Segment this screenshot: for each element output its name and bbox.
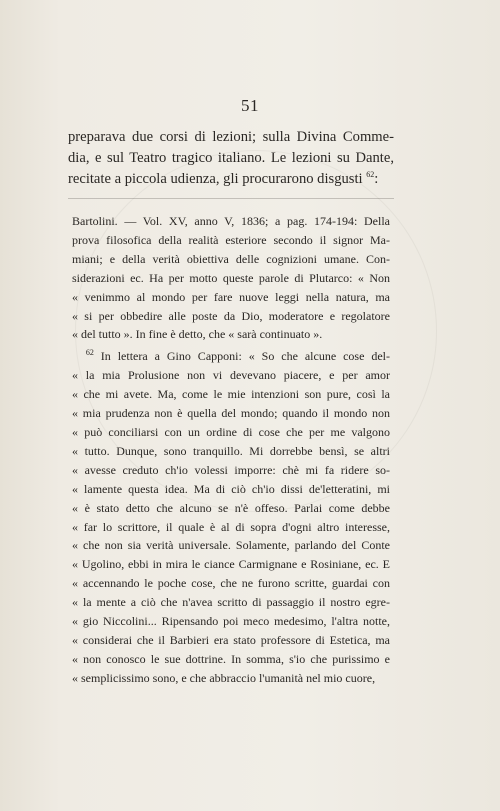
note2-line: « che non sia verità universale. Solamente, parlando del Conte [72,538,390,553]
note1-line: Bartolini. — Vol. XV, anno V, 1836; a pag. 174-194: Della [72,214,390,228]
note2-line: « che mi avete. Ma, come le mie intenzioni son pure, così la [72,387,390,402]
note2-line: « Ugolino, ebbi in mira le ciance Carmignane e Rosiniane, ec. E [72,557,390,572]
note2-line: « considerai che il Barbieri era stato professore di Estetica, ma [72,632,390,647]
footnote-ref: 62 [366,170,375,180]
footnotes [72,212,390,688]
note2-line: « accennando le poche cose, che ne furono scritte, guardai con [72,576,390,591]
note1-line: prova filosofica della realità esteriore secondo il signor Ma- [72,232,390,247]
note2-line: « avesse creduto ch'io volessi imporre: chè mi fa ridere so- [72,462,390,477]
note1-line: « venimmo al mondo per fare nuove leggi nella natura, ma [72,289,390,304]
note2-line: « gio Niccolini... Ripensando poi meco medesimo, l'altra notte, [72,614,390,629]
note1-line: « si per obbedire alle poste da Dio, moderatore e regolatore [72,308,390,323]
footnote-divider [68,198,394,199]
page-number: 51 [241,96,259,115]
main-line-last [68,169,394,190]
note2-line: « la mia Prolusione non vi devevano piacere, e per amor [72,368,390,383]
note1-line: siderazioni ec. Ha per motto queste parole di Plutarco: « Non [72,270,390,285]
main-body-text [68,127,394,190]
note1-line: miani; e della verità obiettiva delle cognizioni umane. Con- [72,251,390,266]
colon: : [374,171,379,187]
note2-line: « tutto. Dunque, sono tranquillo. Mi dorrebbe bensì, se altri [72,443,390,458]
note2-line: « far lo scrittore, il quale è al di sopra d'ogni altro interesse, [72,519,390,534]
note2-line-first: $^{62}$ In lettera a Gino Capponi: « So che alcune cose del- [85,348,391,364]
note2-line: « semplicissimo sono, e che abbraccio l'umanità nel mio cuore, [72,670,376,685]
note2-line: « è stato detto che alcuno se n'è offeso. Parlai come debbe [72,500,390,515]
note2-line: « può conciliarsi con un ordine di cose che per me valgono [72,424,390,439]
main-line-text: recitate a piccola udienza, gli procurarono disgusti [68,171,363,187]
note2-line: « mia prudenza non è quella del mondo; quando il mondo non [72,406,390,421]
note2-line: « la mente a ciò che n'avea scritto di passaggio il nostro egre- [72,595,390,610]
note2-line: « lamente questa idea. Ma di ciò ch'io dissi de'letteratini, mi [72,481,390,496]
main-line: preparava due corsi di lezioni; sulla Divina Comme- [68,129,394,145]
footnote-marker: 62 [85,348,94,358]
note1-line: « del tutto ». In fine è detto, che « sarà continuato ». [72,327,323,342]
main-line: dia, e sul Teatro tragico italiano. Le lezioni su Dante, [68,150,394,166]
note2-line: « non conosco le sue dottrine. In somma, s'io che purissimo e [72,651,390,666]
